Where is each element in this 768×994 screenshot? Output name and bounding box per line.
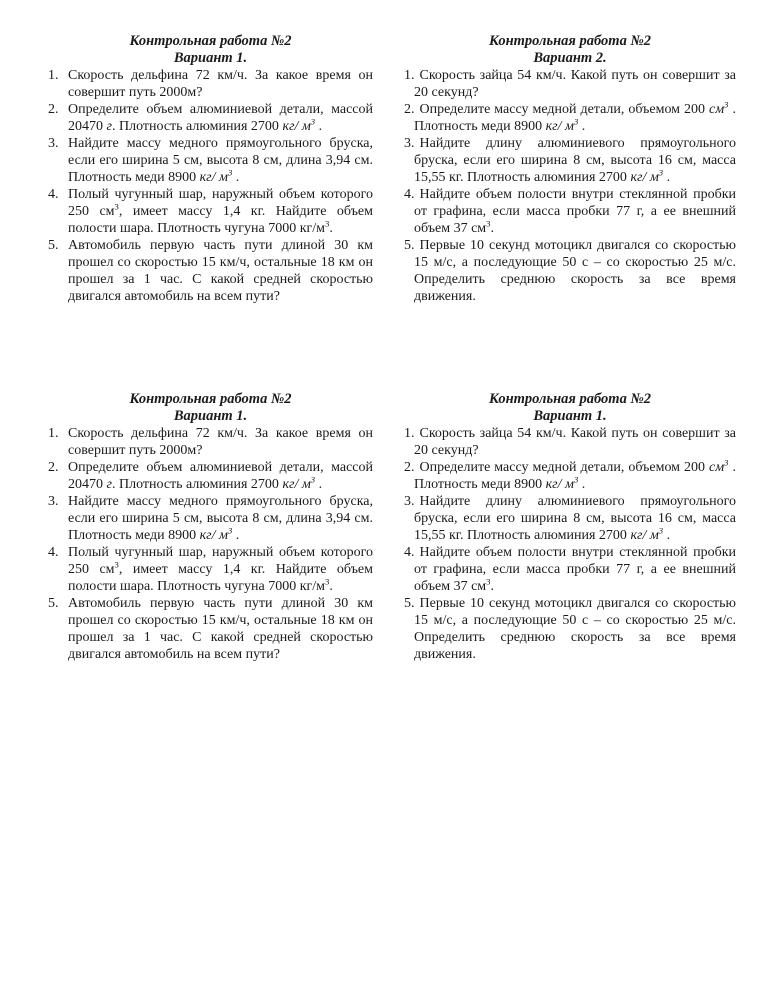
task-item — [48, 493, 373, 544]
task-text-segment: Найдите массу медного прямоугольного бруска, если его ширина 5 см, высота 8 см, длина 3,94 см. Плотность меди 8900 — [68, 136, 373, 185]
task-list — [48, 67, 373, 305]
task-text-segment: кг/ м — [630, 528, 659, 543]
task-text-segment: 3 — [573, 474, 579, 485]
task-text-segment: Найдите объем полости внутри стеклянной пробки от графина, если масса пробки 77 г, а ее внешний объем 37 см — [414, 187, 736, 236]
task-text-segment: . — [315, 119, 323, 134]
task-text-segment: Полый чугунный шар, наружный объем которого 250 см — [68, 545, 373, 577]
task-text-segment: Скорость зайца 54 км/ч. Какой путь он совершит за 20 секунд? — [414, 426, 736, 458]
task-text-segment: . — [232, 528, 240, 543]
task-text-segment: . — [490, 221, 495, 236]
task-text-segment: 3 — [310, 474, 316, 485]
task-item — [48, 135, 373, 186]
variant-subtitle: Вариант 2. — [533, 50, 607, 66]
task-item — [48, 237, 373, 305]
task-number: 3. — [48, 494, 59, 509]
task-text-segment: 3 — [227, 525, 233, 536]
task-text-segment: 3 — [325, 218, 330, 229]
task-text-segment: кг/ м — [199, 528, 228, 543]
task-number: 1. — [404, 68, 415, 83]
task-item — [404, 425, 736, 459]
task-item — [404, 459, 736, 493]
task-text-segment: 3 — [724, 99, 729, 110]
task-text-segment: . — [329, 221, 333, 236]
task-number: 2. — [404, 102, 415, 117]
task-text-segment: . — [315, 477, 323, 492]
task-text-segment: кг/ м — [630, 170, 659, 185]
task-list — [48, 425, 373, 663]
task-text-segment: 3 — [114, 559, 119, 570]
task-number: 1. — [48, 68, 59, 83]
task-number: 3. — [404, 136, 415, 151]
task-text-segment: , имеет массу 1,4 кг. Найдите объем полости шара. Плотность чугуна 7000 кг/м — [68, 204, 374, 236]
task-text-segment: 3 — [486, 576, 491, 587]
task-text-segment: кг/ м — [282, 119, 311, 134]
variant-subtitle: Вариант 1. — [533, 408, 607, 424]
task-number: 4. — [48, 187, 59, 202]
task-text-segment: Определите массу медной детали, объемом 200 — [419, 102, 710, 117]
task-number: 2. — [48, 460, 59, 475]
task-list — [404, 67, 736, 305]
task-text-segment: кг/ м — [282, 477, 311, 492]
worksheet-title: Контрольная работа №2 — [489, 391, 651, 407]
task-item — [48, 595, 373, 663]
task-text-segment: кг/ м — [545, 119, 574, 134]
task-number: 1. — [404, 426, 415, 441]
task-text-segment: г — [106, 477, 112, 492]
task-text-segment: Определите массу медной детали, объемом 200 — [419, 460, 710, 475]
task-number: 4. — [404, 187, 415, 202]
task-number: 2. — [48, 102, 59, 117]
task-item — [404, 544, 736, 595]
task-text-segment: 3 — [658, 167, 664, 178]
worksheet-bottom-right-variant-1 — [404, 391, 736, 663]
task-text-segment: Найдите длину алюминиевого прямоугольного бруска, если его ширина 8 см, высота 16 см, масса 15,55 кг. Плотность алюминия 2700 — [414, 136, 736, 185]
variant-subtitle: Вариант 1. — [173, 50, 248, 66]
task-item — [404, 67, 736, 101]
task-text-segment: см — [709, 102, 725, 117]
task-text-segment: Скорость дельфина 72 км/ч. За какое время он совершит путь 2000м? — [68, 68, 373, 100]
task-text-segment: Определите объем алюминиевой детали, массой 20470 — [68, 102, 373, 134]
task-text-segment: . — [578, 477, 586, 492]
task-text-segment: Определите объем алюминиевой детали, массой 20470 — [68, 460, 373, 492]
task-item — [48, 67, 373, 101]
task-item — [404, 135, 736, 186]
task-number: 5. — [404, 238, 415, 253]
task-item — [404, 101, 736, 135]
task-text-segment: 3 — [114, 201, 119, 212]
task-text-segment: 3 — [724, 457, 729, 468]
worksheet-title: Контрольная работа №2 — [129, 33, 292, 49]
task-text-segment: Найдите объем полости внутри стеклянной пробки от графина, если масса пробки 77 г, а ее внешний объем 37 см — [414, 545, 736, 594]
task-text-segment: . — [578, 119, 586, 134]
task-number: 5. — [48, 596, 59, 611]
task-number: 5. — [404, 596, 415, 611]
task-text-segment: . — [232, 170, 240, 185]
worksheet-title: Контрольная работа №2 — [129, 391, 292, 407]
task-text-segment: 3 — [310, 116, 316, 127]
task-text-segment: . Плотность меди 8900 — [414, 460, 736, 492]
task-text-segment: 3 — [658, 525, 664, 536]
task-text-segment: 3 — [325, 576, 330, 587]
task-text-segment: кг/ м — [199, 170, 228, 185]
task-text-segment: . — [663, 170, 671, 185]
worksheet-top-left-variant-1 — [48, 33, 373, 305]
task-text-segment: Автомобиль первую часть пути длиной 30 км прошел со скоростью 15 км/ч, остальные 18 км он прошел за 1 час. С какой средней скоростью двигался автомобиль на всем пути? — [68, 596, 373, 662]
task-item — [48, 101, 373, 135]
worksheet-top-right-variant-2 — [404, 33, 736, 305]
task-text-segment: . — [663, 528, 671, 543]
task-text-segment: , имеет массу 1,4 кг. Найдите объем полости шара. Плотность чугуна 7000 кг/м — [68, 562, 374, 594]
task-number: 5. — [48, 238, 59, 253]
task-item — [48, 544, 373, 595]
task-item — [48, 459, 373, 493]
task-item — [404, 595, 736, 663]
task-item — [404, 186, 736, 237]
task-list — [404, 425, 736, 663]
task-text-segment: Скорость зайца 54 км/ч. Какой путь он совершит за 20 секунд? — [414, 68, 736, 100]
task-text-segment: 3 — [573, 116, 579, 127]
task-text-segment: . — [329, 579, 333, 594]
task-text-segment: . Плотность меди 8900 — [414, 102, 736, 134]
task-text-segment: Скорость дельфина 72 км/ч. За какое время он совершит путь 2000м? — [68, 426, 373, 458]
task-text-segment: кг/ м — [545, 477, 574, 492]
task-text-segment: Найдите массу медного прямоугольного бруска, если его ширина 5 см, высота 8 см, длина 3,94 см. Плотность меди 8900 — [68, 494, 373, 543]
task-text-segment: см — [709, 460, 725, 475]
task-text-segment: . Плотность алюминия 2700 — [111, 119, 283, 134]
variant-subtitle: Вариант 1. — [173, 408, 248, 424]
task-text-segment: Первые 10 секунд мотоцикл двигался со скоростью 15 м/с, а последующие 50 с – со скоростью 25 м/с. Определить среднюю скорость за все время движения. — [414, 238, 736, 304]
task-text-segment: Полый чугунный шар, наружный объем которого 250 см — [68, 187, 373, 219]
task-number: 4. — [404, 545, 415, 560]
task-number: 4. — [48, 545, 59, 560]
task-number: 2. — [404, 460, 415, 475]
task-text-segment: 3 — [486, 218, 491, 229]
task-text-segment: г — [106, 119, 112, 134]
task-text-segment: Найдите длину алюминиевого прямоугольного бруска, если его ширина 8 см, высота 16 см, масса 15,55 кг. Плотность алюминия 2700 — [414, 494, 736, 543]
worksheet-title: Контрольная работа №2 — [489, 33, 651, 49]
task-item — [404, 237, 736, 305]
task-number: 1. — [48, 426, 59, 441]
task-number: 3. — [404, 494, 415, 509]
task-item — [404, 493, 736, 544]
task-text-segment: 3 — [227, 167, 233, 178]
task-text-segment: . Плотность алюминия 2700 — [111, 477, 283, 492]
task-number: 3. — [48, 136, 59, 151]
task-item — [48, 186, 373, 237]
task-text-segment: . — [490, 579, 495, 594]
task-text-segment: Первые 10 секунд мотоцикл двигался со скоростью 15 м/с, а последующие 50 с – со скоростью 25 м/с. Определить среднюю скорость за все время движения. — [414, 596, 736, 662]
worksheet-bottom-left-variant-1 — [48, 391, 373, 663]
task-item — [48, 425, 373, 459]
task-text-segment: Автомобиль первую часть пути длиной 30 км прошел со скоростью 15 км/ч, остальные 18 км он прошел за 1 час. С какой средней скоростью двигался автомобиль на всем пути? — [68, 238, 373, 304]
